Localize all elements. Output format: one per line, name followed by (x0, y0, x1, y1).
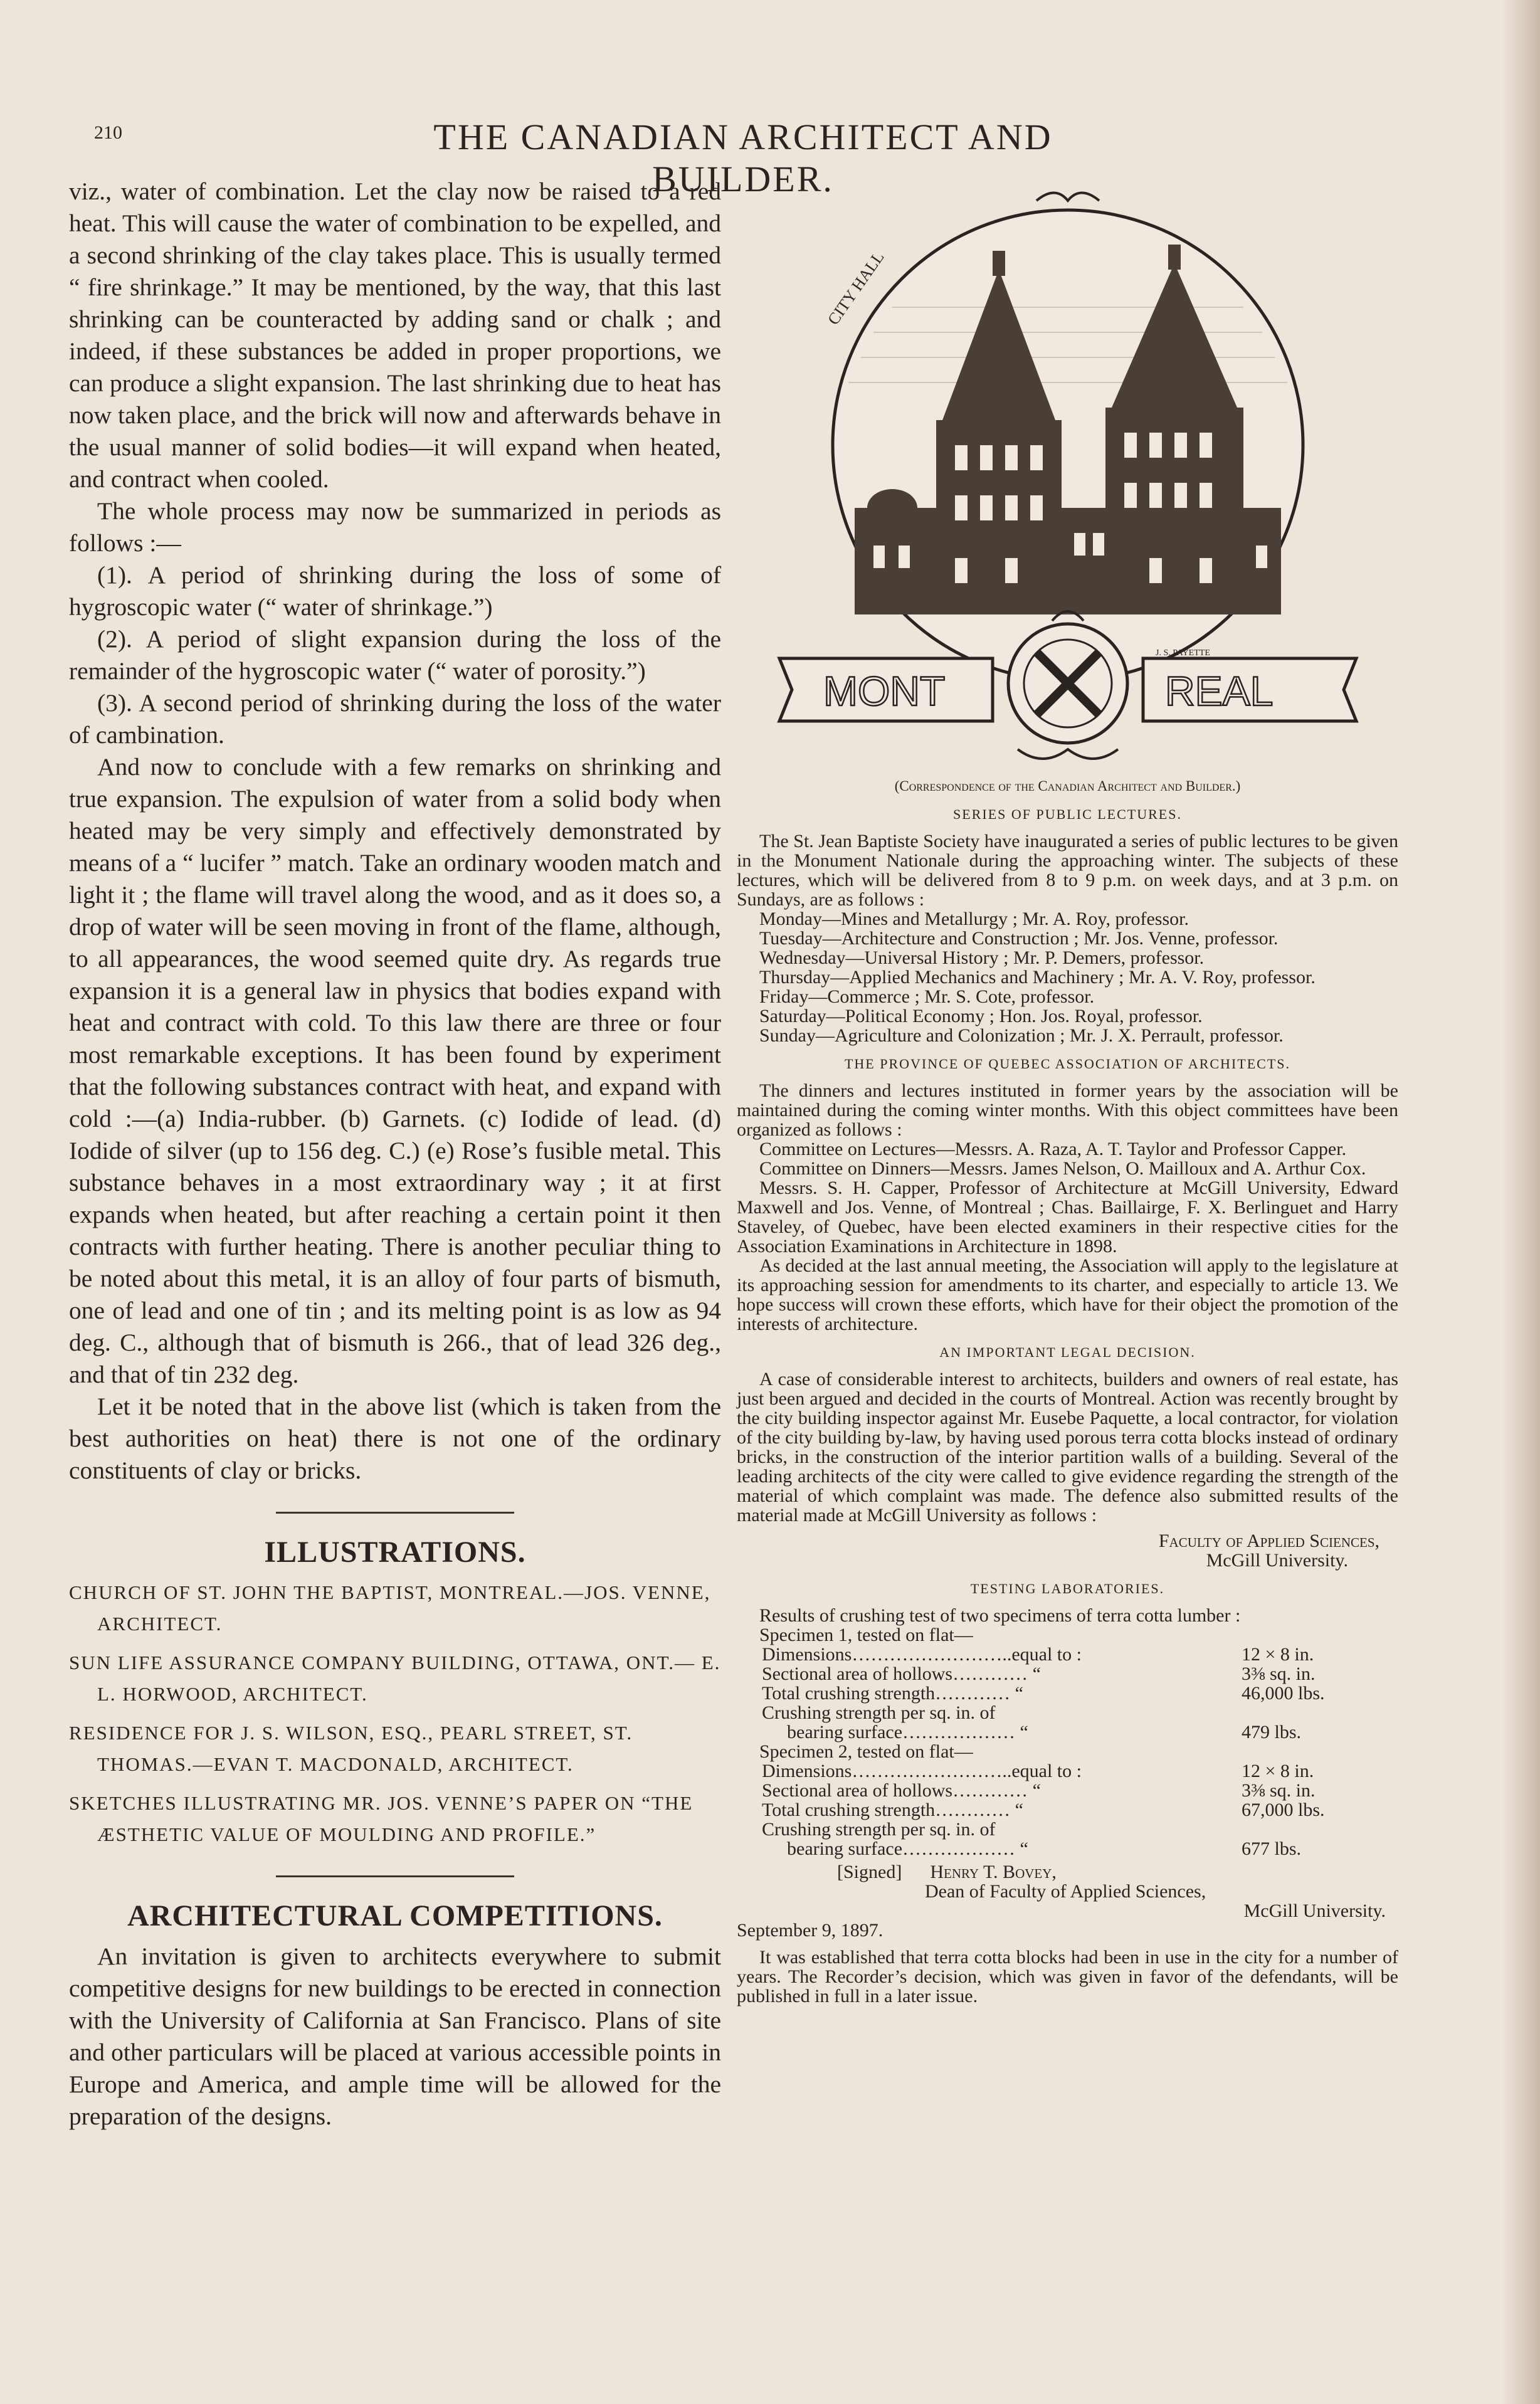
testing-heading: TESTING LABORATORIES. (970, 1581, 1165, 1596)
test-value: 12 × 8 in. (1242, 1761, 1314, 1781)
right-column (737, 182, 1398, 2006)
signer-university: McGill University. (1243, 1901, 1386, 1921)
test-label: Dimensions……………………..equal to : (762, 1761, 1082, 1781)
article-paragraph: viz., water of combination. Let the clay now be raised to a red heat. This will cause the water of combination to be expelled, and a second shrinking of the clay takes place. This is usually termed “ fire shrinkage.” It may be mentioned, by the way, that this last shrinking can be counteracted by adding sand or chalk ; and indeed, if these substances be added in proper proportions, we can produce a slight expansion. The last shrinking due to heat has now taken place, and the brick will now and afterwards behave in the usual manner of solid bodies—it will expand when heated, and contract when cooled. (69, 177, 721, 493)
faculty-line: Faculty of Applied Sciences, (1158, 1531, 1379, 1551)
illustration-item: SUN LIFE ASSURANCE COMPANY BUILDING, OTTAWA, ONT.— E. L. HORWOOD, ARCHITECT. (69, 1652, 721, 1705)
running-title: THE CANADIAN ARCHITECT AND BUILDER. (433, 117, 1053, 199)
correspondence-caption: (Correspondence of the Canadian Architect and Builder.) (894, 778, 1241, 794)
period-item: (2). A period of slight expansion during the loss of the remainder of the hygroscopic water (“ water of porosity.”) (69, 625, 721, 685)
period-item: (1). A period of shrinking during the loss of some of hygroscopic water (“ water of shrinkage.”) (69, 561, 721, 621)
illustration-item: SKETCHES ILLUSTRATING MR. JOS. VENNE’S PAPER ON “THE ÆSTHETIC VALUE OF MOULDING AND PROFILE.” (69, 1792, 694, 1845)
lectures-heading: SERIES OF PUBLIC LECTURES. (953, 806, 1182, 822)
article-paragraph: The whole process may now be summarized in periods as follows :— (69, 497, 721, 557)
test-value: 3⅜ sq. in. (1242, 1663, 1316, 1684)
test-label: Crushing strength per sq. in. of (762, 1819, 996, 1840)
association-heading: THE PROVINCE OF QUEBEC ASSOCIATION OF ARCHITECTS. (844, 1056, 1290, 1072)
test-row (737, 1781, 1398, 1800)
legal-paragraph: A case of considerable interest to architects, builders and owners of real estate, has just been argued and decided in the courts of Montreal. Action was recently brought by the city building inspector against Mr. Eusebe Paquette, a local contractor, for violation of the city building by-law, by having used porous terra cotta blocks instead of ordinary bricks, in the construction of the interior partition walls of a building. Several of the leading architects of the city were called to give evidence regarding the strength of the material of which complaint was made. The defence also submitted results of the material made at McGill University as follows : (737, 1369, 1398, 1526)
lecture-item: Wednesday—Universal History ; Mr. P. Demers, professor. (759, 947, 1205, 968)
test-row (737, 1820, 1398, 1839)
association-paragraph: As decided at the last annual meeting, the Association will apply to the legislature at its approaching session for amendments to its charter, and especially to article 13. We hope success will crown these efforts, which have for their object the promotion of the interests of architecture. (737, 1255, 1398, 1334)
test-value: 677 lbs. (1242, 1838, 1302, 1859)
section-divider (276, 1875, 514, 1877)
association-paragraph: Committee on Dinners—Messrs. James Nelson, O. Mailloux and A. Arthur Cox. (759, 1158, 1366, 1179)
period-item: (3). A second period of shrinking during the loss of the water of cambination. (69, 689, 721, 749)
lecture-item: Saturday—Political Economy ; Hon. Jos. Royal, professor. (759, 1006, 1203, 1026)
test-label: Crushing strength per sq. in. of (762, 1702, 996, 1723)
test-label: Total crushing strength………… “ (762, 1800, 1023, 1820)
association-paragraph: Committee on Lectures—Messrs. A. Raza, A. T. Taylor and Professor Capper. (759, 1139, 1347, 1159)
city-hall-engraving (767, 182, 1369, 771)
test-value: 67,000 lbs. (1242, 1800, 1325, 1820)
test-value: 479 lbs. (1242, 1722, 1302, 1742)
competitions-heading: ARCHITECTURAL COMPETITIONS. (127, 1899, 663, 1932)
building-label: CITY HALL (823, 248, 888, 329)
test-label: Sectional area of hollows………… “ (762, 1780, 1041, 1801)
lecture-item: Monday—Mines and Metallurgy ; Mr. A. Roy, professor. (759, 909, 1189, 929)
test-row (737, 1684, 1398, 1703)
lectures-intro: The St. Jean Baptiste Society have inaugurated a series of public lectures to be given in the Monument Nationale during the approaching winter. The subjects of these lectures, which will be delivered from 8 to 9 p.m. on week days, and at 3 p.m. on Sundays, are as follows : (737, 831, 1398, 910)
periods-list (69, 559, 721, 751)
banner-right-text: REAL (1164, 668, 1273, 714)
page-spine-shadow (1502, 0, 1540, 2404)
closing-paragraph: It was established that terra cotta blocks had been in use in the city for a number of years. The Recorder’s decision, which was given in favor of the defendants, will be published in full in a later issue. (737, 1947, 1398, 2006)
test-row (737, 1703, 1398, 1722)
test-value (1242, 1703, 1398, 1722)
test-label: bearing surface……………… “ (787, 1722, 1028, 1742)
left-column (69, 176, 721, 2132)
montreal-illustration (767, 182, 1369, 771)
test-value: 12 × 8 in. (1242, 1644, 1314, 1665)
test-row (737, 1761, 1398, 1781)
association-paragraph: The dinners and lectures instituted in former years by the association will be maintained during the coming winter months. With this object committees have been organized as follows : (737, 1080, 1398, 1140)
signer-title: Dean of Faculty of Applied Sciences, (925, 1881, 1206, 1902)
test-label: Dimensions……………………..equal to : (762, 1644, 1082, 1665)
university-line: McGill University. (1206, 1550, 1348, 1571)
test-value (1242, 1820, 1398, 1839)
association-paragraph: Messrs. S. H. Capper, Professor of Architecture at McGill University, Edward Maxwell and Jos. Venne, of Montreal ; Chas. Baillairge, F. X. Berlinguet and Harry Staveley, of Quebec, have been elected examiners in their respective cities for the Association Examinations in Architecture in 1898. (737, 1178, 1398, 1257)
test-value: 3⅜ sq. in. (1242, 1780, 1316, 1801)
test-label: Sectional area of hollows………… “ (762, 1663, 1041, 1684)
illustrations-list (69, 1577, 721, 1850)
article-paragraph: And now to conclude with a few remarks on shrinking and true expansion. The expulsion of water from a solid body when heated may be very simply and effectively demonstrated by means of a “ lucifer ” match. Take an ordinary wooden match and light it ; the flame will travel along the wood, and as it does so, a drop of water will be seen moving in front of the flame, although, to all appearances, the wood seemed quite dry. As regards true expansion it is a general law in physics that bodies expand with heat and contract with cold. To this law there are three or four most remarkable exceptions. It has been found by experiment that the following substances contract with heat, and expand with cold :—(a) India-rubber. (b) Garnets. (c) Iodide of lead. (d) Iodide of silver (up to 156 deg. C.) (e) Rose’s fusible metal. This substance behaves in a most extraordinary way ; it at first expands when heated, but after reaching a certain point it then contracts with further heating. There is another peculiar thing to be noted about this metal, it is an alloy of four parts of bismuth, one of lead and one of tin ; and its melting point is as low as 94 deg. C., although that of bismuth is 266., that of lead 326 deg., and that of tin 232 deg. (69, 753, 721, 1388)
test-row (737, 1664, 1398, 1684)
competitions-paragraph: An invitation is given to architects everywhere to submit competitive designs for new buildings to be erected in connection with the University of California at San Francisco. Plans of site and other particulars will be placed at various accessible points in Europe and America, and ample time will be allowed for the preparation of the designs. (69, 1943, 721, 2130)
signature-line (737, 1862, 1398, 1882)
test-row (737, 1722, 1398, 1742)
artist-signature: J. S. PAYETTE (1155, 648, 1210, 658)
page-number: 210 (94, 122, 122, 143)
lecture-item: Sunday—Agriculture and Colonization ; Mr. J. X. Perrault, professor. (759, 1025, 1284, 1046)
test-label: bearing surface……………… “ (787, 1838, 1028, 1859)
signed-label: [Signed] (837, 1862, 902, 1882)
test-row (737, 1800, 1398, 1820)
lecture-item: Friday—Commerce ; Mr. S. Cote, professor. (759, 986, 1095, 1007)
lecture-item: Thursday—Applied Mechanics and Machinery ; Mr. A. V. Roy, professor. (759, 967, 1316, 988)
lecture-item: Tuesday—Architecture and Construction ; Mr. Jos. Venne, professor. (759, 928, 1279, 949)
test-value: 46,000 lbs. (1242, 1683, 1325, 1704)
article-paragraph: Let it be noted that in the above list (which is taken from the best authorities on heat) there is not one of the ordinary constituents of clay or bricks. (69, 1393, 721, 1484)
illustrations-heading: ILLUSTRATIONS. (264, 1536, 526, 1569)
legal-heading: AN IMPORTANT LEGAL DECISION. (939, 1344, 1196, 1360)
banner-left-text: MONT (823, 668, 945, 714)
test-row (737, 1839, 1398, 1858)
test-row (737, 1645, 1398, 1664)
test-label: Total crushing strength………… “ (762, 1683, 1023, 1704)
section-divider (276, 1512, 514, 1514)
letter-date: September 9, 1897. (737, 1920, 883, 1941)
specimen-title: Specimen 2, tested on flat— (759, 1741, 973, 1762)
results-intro: Results of crushing test of two specimens of terra cotta lumber : (759, 1605, 1241, 1626)
illustration-item: CHURCH OF ST. JOHN THE BAPTIST, MONTREAL.—JOS. VENNE, ARCHITECT. (69, 1581, 711, 1635)
specimen-title: Specimen 1, tested on flat— (759, 1625, 973, 1645)
signer-name: Henry T. Bovey, (930, 1862, 1057, 1882)
illustration-item: RESIDENCE FOR J. S. WILSON, ESQ., PEARL STREET, ST. THOMAS.—EVAN T. MACDONALD, ARCHITECT. (69, 1722, 633, 1775)
